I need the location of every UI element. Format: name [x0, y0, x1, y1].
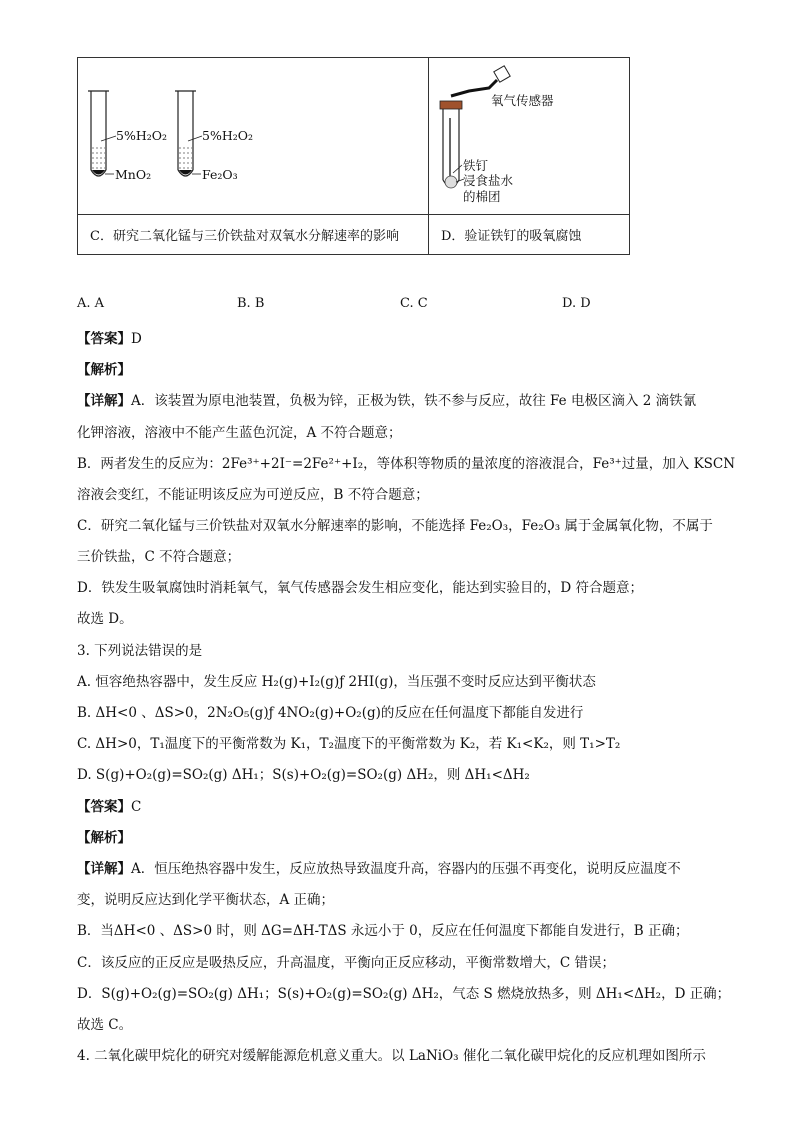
oxygen-sensor-diagram: [429, 58, 629, 214]
cotton-label-1: 浸食盐水: [463, 173, 514, 188]
q3-detail-line: B．当ΔH<0 、ΔS>0 时，则 ΔG=ΔH-TΔS 永远小于 0，反应在任何温度下都能自发进行，B 正确；: [77, 923, 689, 939]
detail-tag: 【详解】: [77, 393, 131, 409]
cell-c-diagram: [78, 58, 429, 215]
q3-detail-line: 变，说明反应达到化学平衡状态，A 正确；: [77, 892, 335, 908]
tube1-reagent: MnO₂: [115, 167, 152, 182]
q3-answer: [77, 795, 141, 815]
q3-detail-line: D．S(g)+O₂(g)=SO₂(g) ΔH₁；S(s)+O₂(g)=SO₂(g) ΔH₂，气态 S 燃烧放热多，则 ΔH₁<ΔH₂，D 正确；: [77, 986, 731, 1002]
detail-tag: 【详解】: [77, 861, 131, 877]
q3-stem: 3. 下列说法错误的是: [77, 643, 203, 659]
cell-d-diagram: [429, 58, 630, 215]
q2-detail-line: C．研究二氧化锰与三价铁盐对双氧水分解速率的影响，不能选择 Fe₂O₃，Fe₂O₃ 属于金属氧化物，不属于: [77, 518, 713, 534]
q2-detail-line: B．两者发生的反应为：2Fe³⁺+2I⁻=2Fe²⁺+I₂，等体积等物质的量浓度的溶液混合，Fe³⁺过量，加入 KSCN: [77, 456, 736, 472]
q2-detail-line: 故选 D。: [77, 611, 133, 627]
q2-answer: [77, 327, 142, 347]
q2-detail-line: 三价铁盐，C 不符合题意；: [77, 549, 241, 565]
q3-detail-line: 故选 C。: [77, 1017, 133, 1033]
cell-d-caption: D．验证铁钉的吸氧腐蚀: [429, 215, 630, 255]
tube2-reagent: Fe₂O₃: [202, 167, 238, 182]
q4-stem: 4. 二氧化碳甲烷化的研究对缓解能源危机意义重大。以 LaNiO₃ 催化二氧化碳甲烷化的反应机理如图所示: [77, 1048, 706, 1064]
q3-analysis-tag: 【解析】: [77, 830, 131, 846]
q2-option-d: D. D: [562, 296, 591, 311]
q3-detail-line: 【详解】A．恒压绝热容器中发生，反应放热导致温度升高，容器内的压强不再变化，说明反应温度不: [77, 861, 681, 877]
test-tube-2: [175, 91, 202, 176]
q2-option-b: B. B: [237, 296, 265, 311]
q2-analysis-tag: 【解析】: [77, 362, 131, 378]
tube2-label: 5%H₂O₂: [202, 128, 254, 143]
answer-value: D: [131, 331, 142, 347]
q2-detail-line: D．铁发生吸氧腐蚀时消耗氧气，氧气传感器会发生相应变化，能达到实验目的，D 符合题意；: [77, 580, 643, 596]
cell-c-caption: C．研究二氧化锰与三价铁盐对双氧水分解速率的影响: [78, 215, 429, 255]
cotton-label-2: 的棉团: [463, 189, 501, 204]
q3-option-b: B. ΔH<0 、ΔS>0，2N₂O₅(g)ƒ 4NO₂(g)+O₂(g)的反应在任何温度下都能自发进行: [77, 705, 584, 721]
q3-option-c: C. ΔH>0，T₁温度下的平衡常数为 K₁，T₂温度下的平衡常数为 K₂，若 K₁<K₂，则 T₁>T₂: [77, 736, 621, 752]
q2-option-a: A. A: [77, 296, 105, 311]
q3-option-d: D. S(g)+O₂(g)=SO₂(g) ΔH₁；S(s)+O₂(g)=SO₂(g) ΔH₂，则 ΔH₁<ΔH₂: [77, 767, 530, 783]
answer-tag: 【答案】: [77, 799, 131, 815]
cotton-icon: [445, 176, 457, 188]
q3-detail-line: C．该反应的正反应是吸热反应，升高温度，平衡向正反应移动，平衡常数增大，C 错误；: [77, 955, 615, 971]
experiment-table: [77, 57, 630, 255]
answer-value: C: [131, 799, 142, 815]
q2-detail-line: 化钾溶液，溶液中不能产生蓝色沉淀，A 不符合题意；: [77, 425, 402, 441]
sensor-label: 氧气传感器: [491, 93, 554, 108]
answer-tag: 【答案】: [77, 331, 131, 347]
q2-detail-line: 【详解】A．该装置为原电池装置，负极为锌，正极为铁，铁不参与反应，故往 Fe 电极区滴入 2 滴铁氰: [77, 393, 697, 409]
tube1-label: 5%H₂O₂: [116, 128, 168, 143]
q2-option-c: C. C: [400, 296, 428, 311]
nail-label: 铁钉: [463, 158, 489, 173]
q2-detail-line: 溶液会变红，不能证明该反应为可逆反应，B 不符合题意；: [77, 487, 429, 503]
q3-option-a: A. 恒容绝热容器中，发生反应 H₂(g)+I₂(g)ƒ 2HI(g)，当压强不变时反应达到平衡状态: [77, 674, 596, 690]
test-tube-1: [88, 91, 116, 176]
